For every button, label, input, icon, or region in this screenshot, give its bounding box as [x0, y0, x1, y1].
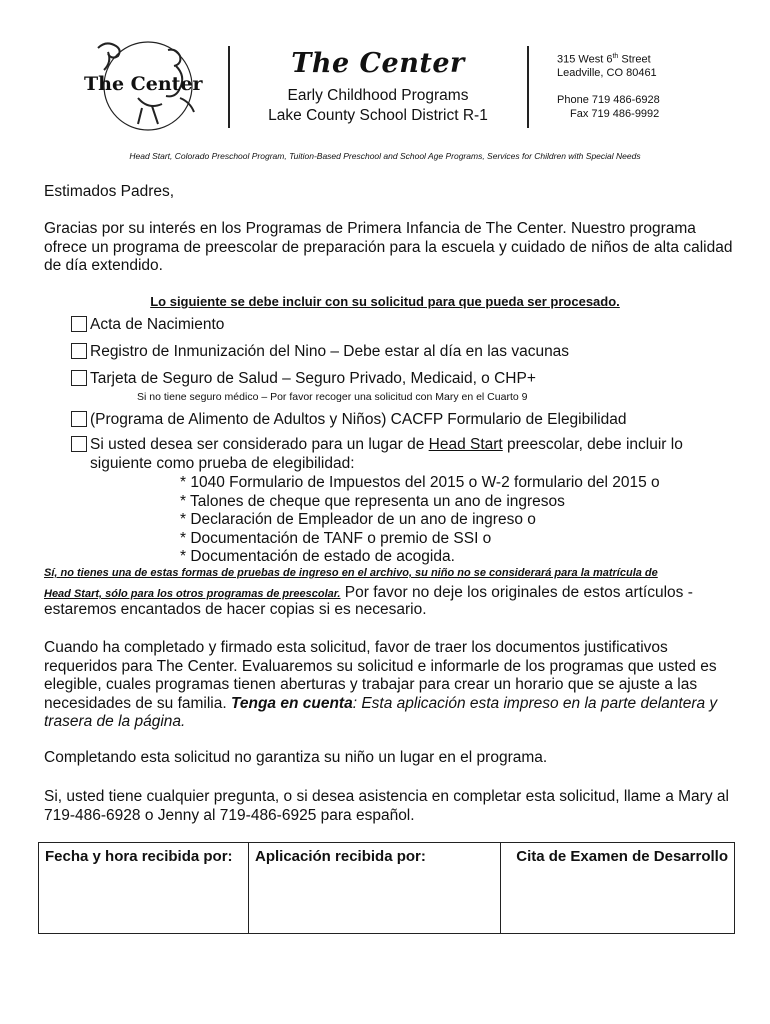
phone-number: Phone 719 486-6928 [557, 94, 660, 106]
address-street-sup: th [612, 53, 619, 60]
warning-line-1: Sí, no tienes una de estas formas de pruebas de ingreso en el archivo, su niño no se considerará para la matrícula de [44, 567, 658, 579]
no-guarantee-paragraph: Completando esta solicitud no garantiza su niño un lugar en el programa. [44, 749, 548, 766]
head-start-pre: Si usted desea ser considerado para un lugar de [90, 436, 429, 453]
note-label: Tenga en cuenta [230, 694, 353, 712]
item-head-start [90, 436, 690, 473]
address-street-pre: 315 West 6 [557, 53, 613, 66]
date-received-cell[interactable]: Fecha y hora recibida por: [39, 843, 249, 933]
warning-line-2 [44, 584, 693, 602]
checkbox-health-insurance[interactable] [71, 370, 87, 386]
submission-paragraph [44, 639, 734, 732]
header-divider-left [228, 46, 230, 128]
address-city: Leadville, CO 80461 [557, 67, 657, 79]
submission-text: Cuando ha completado y firmado esta solicitud, favor de traer los documentos justificativos requeridos para The Center. Evaluaremos su solicitud e informarle de los programas que usted es elegible, cuales programas tienen aberturas y trabajar para crear un horario que se ajuste a las necesidades de su familia. [44, 639, 717, 712]
organization-name: The Center [291, 48, 465, 79]
warning-line-2-tail: Por favor no deje los originales de estos artículos - [340, 584, 693, 601]
checkbox-head-start[interactable] [71, 436, 87, 452]
district-line: Lake County School District R-1 [268, 107, 488, 124]
developmental-screening-cell[interactable]: Cita de Examen de Desarrollo [516, 848, 728, 865]
the-center-logo [68, 36, 218, 132]
eligibility-proof-list [180, 474, 660, 567]
note-text: : Esta aplicación esta impreso en la parte delantera y trasera de la página. [44, 694, 718, 730]
logo-text: The Center [84, 73, 203, 95]
item-health-insurance: Tarjeta de Seguro de Salud – Seguro Privado, Medicaid, o CHP+ [90, 370, 536, 387]
list-item: * Declaración de Empleador de un ano de ingreso o [180, 511, 536, 528]
checkbox-cacfp[interactable] [71, 411, 87, 427]
requirements-heading: Lo siguiente se debe incluir con su solicitud para que pueda ser procesado. [150, 294, 620, 309]
list-item: * Documentación de estado de acogida. [180, 548, 455, 565]
contact-paragraph: Si, usted tiene cualquier pregunta, o si desea asistencia en completar esta solicitud, llame a Mary al 719-486-6928 o Jenny al 719-486-6925 para español. [44, 788, 729, 824]
item-immunization: Registro de Inmunización del Nino – Debe estar al día en las vacunas [90, 343, 570, 360]
fax-number: Fax 719 486-9992 [570, 108, 660, 120]
item-cacfp: (Programa de Alimento de Adultos y Niños) CACFP Formulario de Elegibilidad [90, 411, 627, 428]
checkbox-birth-certificate[interactable] [71, 316, 87, 332]
list-item: * 1040 Formulario de Impuestos del 2015 o W-2 formulario del 2015 o [180, 474, 660, 491]
warning-line-2-emphasis: Head Start, sólo para los otros programas de preescolar. [44, 588, 341, 600]
head-start-link: Head Start [428, 436, 503, 453]
address-street-post: Street [618, 53, 651, 66]
item-birth-certificate: Acta de Nacimiento [90, 316, 225, 333]
services-tagline: Head Start, Colorado Preschool Program, Tuition-Based Preschool and School Age Programs, Services for Children with Special Needs [129, 151, 641, 161]
list-item: * Talones de cheque que representa un ano de ingresos [180, 492, 565, 510]
warning-line-3: estaremos encantados de hacer copias si es necesario. [44, 601, 427, 618]
checkbox-immunization[interactable] [71, 343, 87, 359]
list-item: * Documentación de TANF o premio de SSI o [180, 529, 492, 547]
insurance-note: Si no tiene seguro médico – Por favor recoger una solicitud con Mary en el Cuarto 9 [137, 391, 528, 403]
received-by-cell[interactable]: Aplicación recibida por: [249, 843, 501, 933]
header-divider-right [527, 46, 529, 128]
head-start-post: preescolar, debe incluir lo siguiente como prueba de elegibilidad: [90, 436, 683, 472]
address-street [557, 53, 651, 66]
program-line: Early Childhood Programs [287, 87, 469, 104]
intro-paragraph: Gracias por su interés en los Programas de Primera Infancia de The Center. Nuestro programa ofrece un programa de preescolar de preparación para la escuela y cuidado de niños de alta calidad de día extendido. [44, 220, 733, 274]
greeting: Estimados Padres, [44, 183, 175, 200]
office-use-table [38, 842, 735, 934]
